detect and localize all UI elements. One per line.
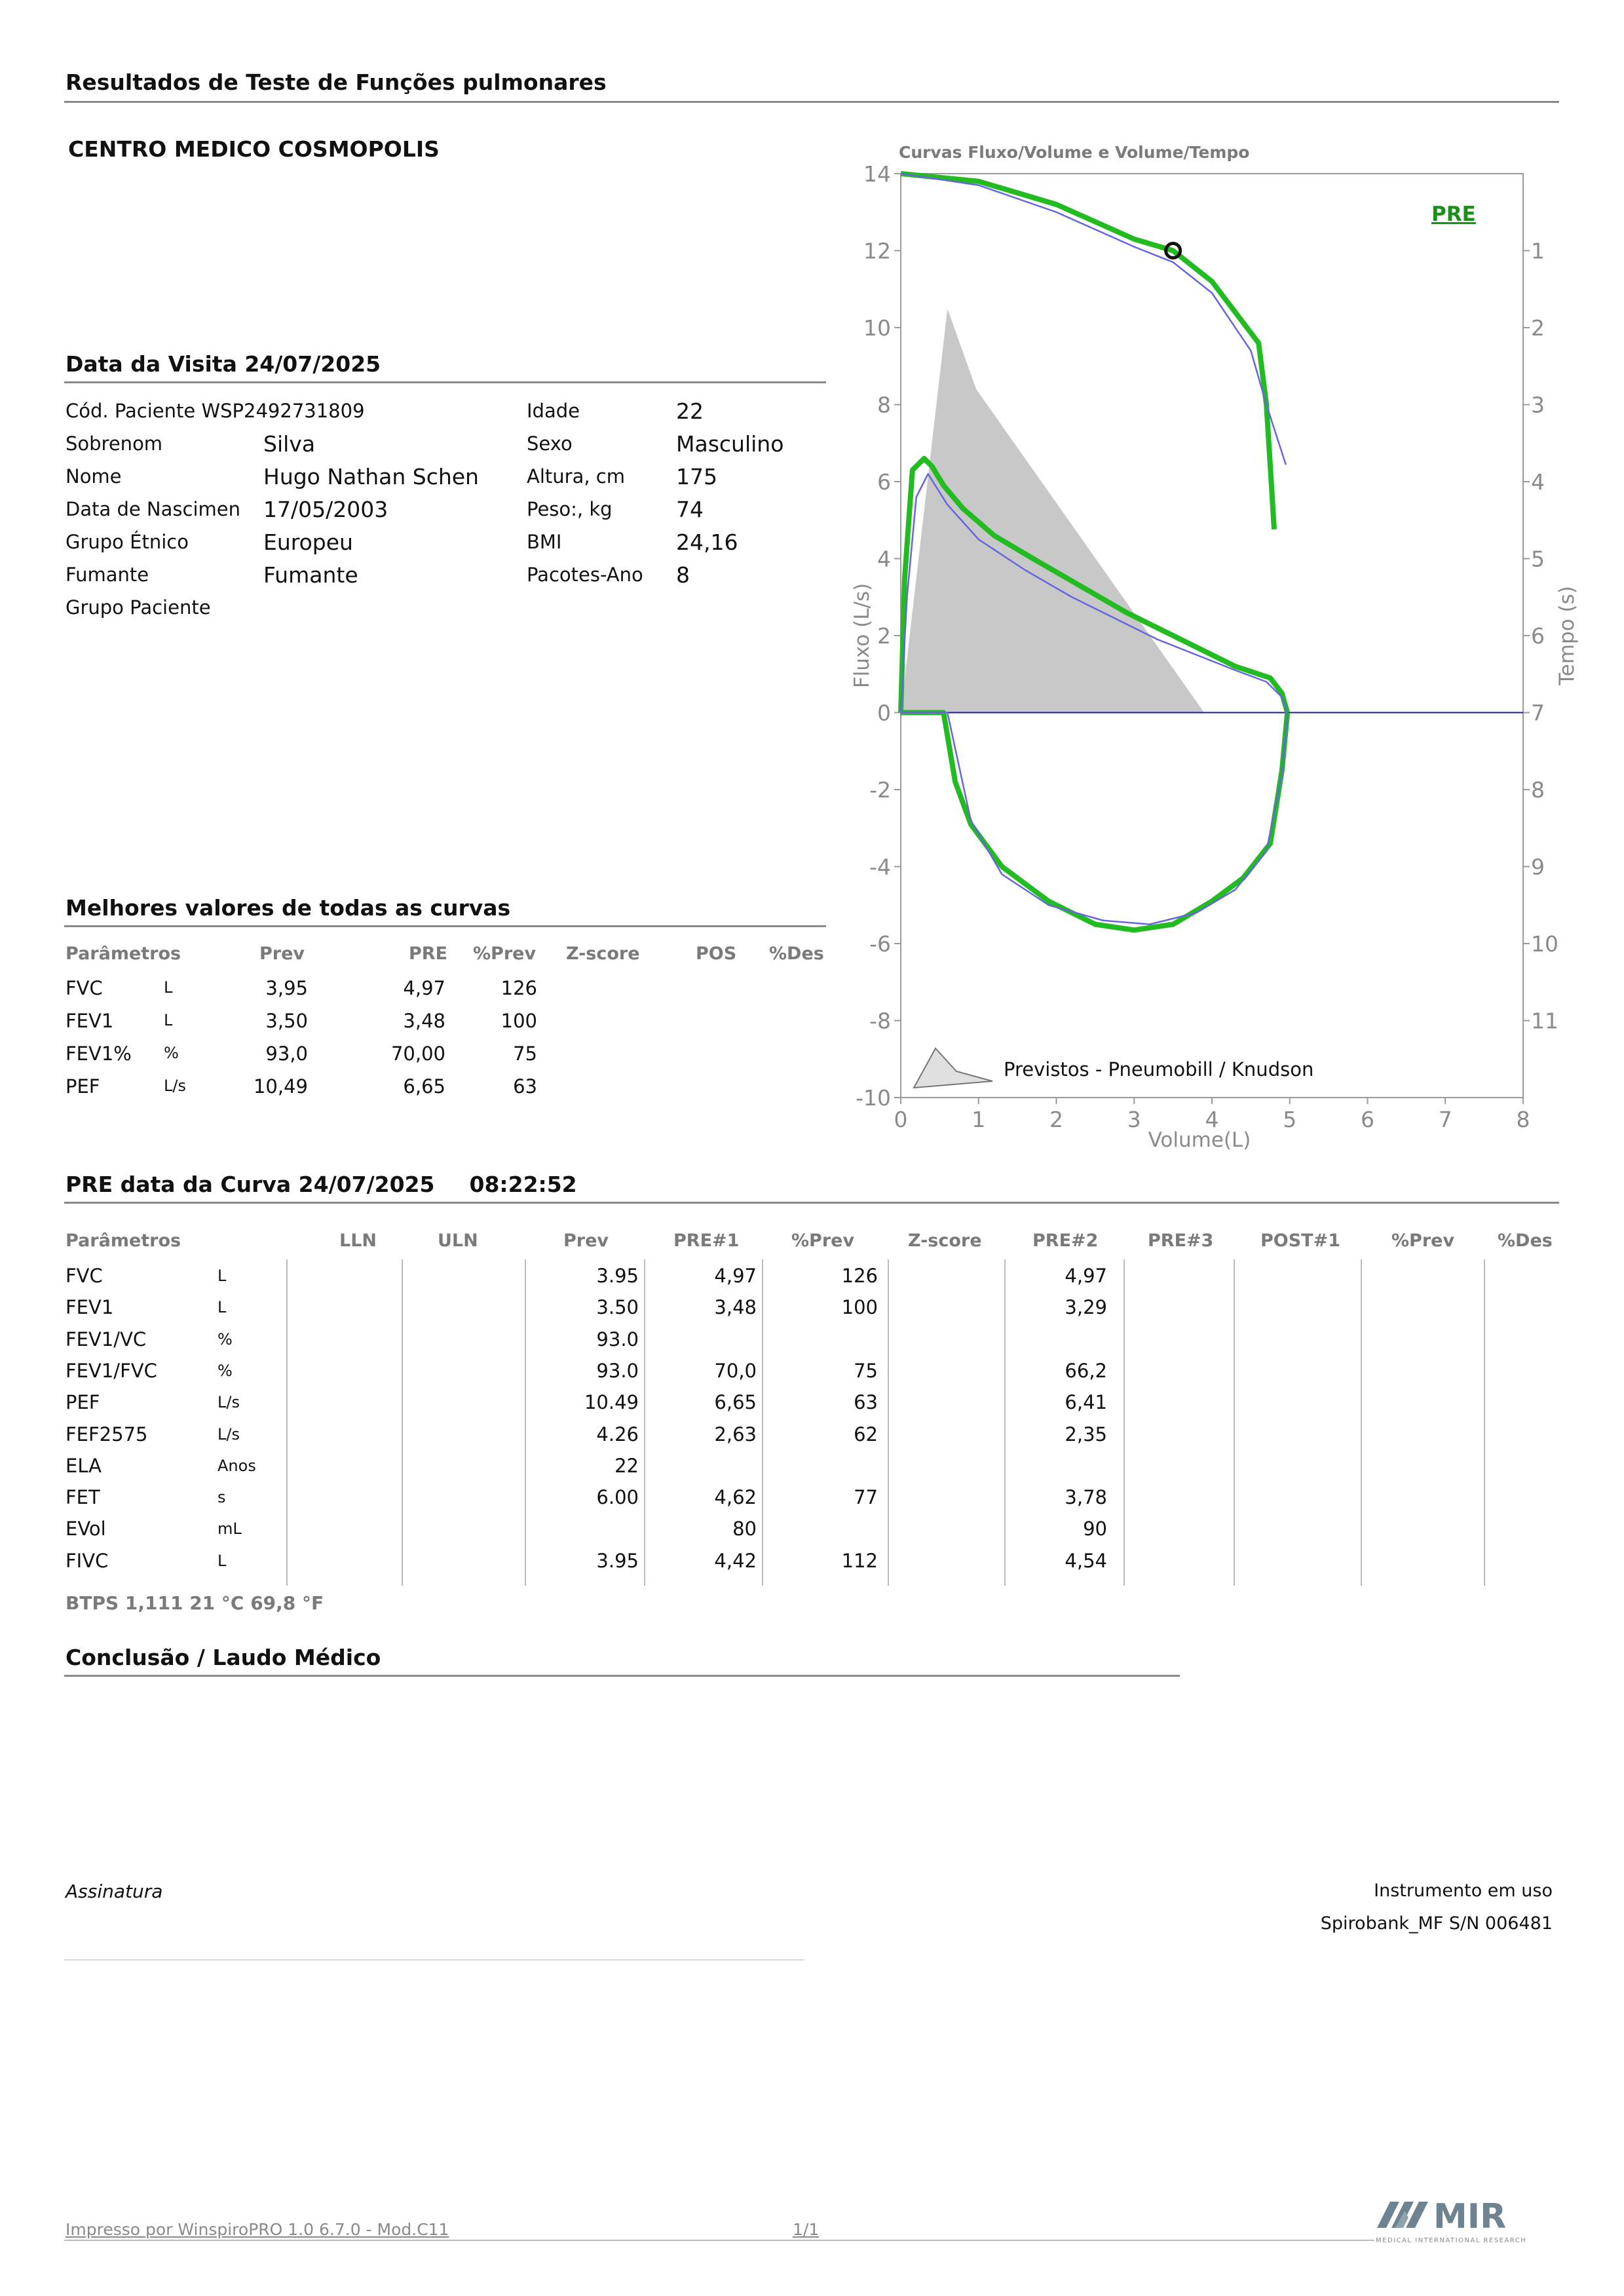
signature-label: Assinatura — [66, 1881, 163, 1902]
curve-prev: 22 — [614, 1454, 639, 1477]
curve-param: ELA — [66, 1454, 102, 1477]
curve-unit: L — [217, 1267, 227, 1285]
patient-value: 24,16 — [676, 529, 738, 555]
y-tick-label: -6 — [869, 931, 891, 957]
curve-unit: L — [217, 1298, 227, 1317]
curve-pre1: 4,62 — [714, 1486, 757, 1509]
curve-pct: 77 — [854, 1486, 878, 1509]
curve-pre2: 2,35 — [1065, 1423, 1107, 1445]
curve-rule — [64, 1202, 1559, 1204]
patient-label: Peso:, kg — [527, 498, 613, 520]
column-divider — [1124, 1259, 1125, 1586]
curve-param: PEF — [66, 1391, 100, 1414]
curve-param: FVC — [66, 1265, 103, 1287]
y2-tick-label: 11 — [1531, 1008, 1558, 1034]
x-tick-label: 5 — [1283, 1107, 1297, 1132]
y-tick-label: -10 — [856, 1085, 891, 1111]
best-pre: 3,48 — [403, 1010, 445, 1032]
x-tick-label: 0 — [894, 1107, 908, 1132]
conclusion-rule — [64, 1675, 1180, 1677]
patient-label: Idade — [527, 400, 580, 422]
y-tick-label: 12 — [863, 238, 891, 264]
best-prev: 93,0 — [265, 1043, 308, 1065]
instrument-label: Instrumento em uso — [1374, 1881, 1553, 1901]
curve-param: EVol — [66, 1518, 106, 1540]
y-tick-label: 2 — [877, 623, 891, 649]
curve-header: %Prev — [1391, 1231, 1455, 1251]
column-divider — [644, 1259, 645, 1586]
curve-pre2: 90 — [1083, 1518, 1107, 1540]
y2-tick-label: 10 — [1531, 931, 1558, 957]
curve-pre1: 80 — [732, 1518, 757, 1540]
patient-label: Sobrenom — [66, 432, 163, 455]
curve-pct: 62 — [854, 1423, 878, 1445]
y2-tick-label: 1 — [1531, 238, 1545, 264]
curve-pct: 100 — [841, 1296, 878, 1319]
instrument-value: Spirobank_MF S/N 006481 — [1320, 1913, 1553, 1934]
curve-prev: 3.95 — [596, 1265, 639, 1287]
best-pre: 70,00 — [390, 1043, 445, 1065]
patient-value: 74 — [676, 497, 704, 522]
legend-label: Previstos - Pneumobill / Knudson — [1004, 1058, 1314, 1081]
logo-text: MIR — [1433, 2197, 1507, 2236]
header-rule — [64, 101, 1559, 103]
x-tick-label: 4 — [1205, 1107, 1219, 1132]
y2-tick-label: 3 — [1531, 392, 1545, 418]
y-tick-label: 8 — [877, 392, 891, 418]
patient-label: Sexo — [527, 432, 573, 455]
curve-header: ULN — [438, 1231, 478, 1251]
visit-title: Data da Visita 24/07/2025 — [66, 351, 381, 377]
column-divider — [1484, 1259, 1485, 1586]
best-header: Prev — [259, 944, 305, 964]
curve-unit: L — [217, 1551, 227, 1570]
report-title: Resultados de Teste de Funções pulmonares — [66, 69, 607, 95]
patient-value: 8 — [676, 562, 690, 588]
curve-prev: 10.49 — [584, 1391, 639, 1414]
column-divider — [1004, 1259, 1006, 1586]
patient-value: Europeu — [263, 529, 353, 555]
patient-value: 175 — [676, 464, 717, 489]
best-prev: 3,95 — [265, 977, 308, 999]
curve-header: Prev — [563, 1231, 609, 1251]
y-tick-label: 0 — [877, 700, 891, 726]
column-divider — [286, 1259, 288, 1586]
best-header: Parâmetros — [66, 944, 181, 964]
curve-pct: 63 — [854, 1391, 878, 1414]
best-pct: 63 — [513, 1075, 537, 1098]
curve-prev: 4.26 — [596, 1423, 639, 1445]
curve-header: %Prev — [791, 1231, 855, 1251]
footer-rule — [64, 2240, 1374, 2241]
best-unit: % — [164, 1044, 179, 1062]
patient-label: Pacotes-Ano — [527, 564, 643, 586]
curve-unit: % — [217, 1361, 233, 1380]
mir-logo-icon — [1376, 2194, 1559, 2246]
column-divider — [402, 1259, 403, 1586]
y2-tick-label: 6 — [1531, 623, 1545, 649]
best-header: %Prev — [473, 944, 537, 964]
y-tick-label: 14 — [863, 161, 891, 187]
curve-prev: 93.0 — [596, 1328, 639, 1350]
curve-pre2: 6,41 — [1065, 1391, 1107, 1414]
chart-title: Curvas Fluxo/Volume e Volume/Tempo — [899, 143, 1250, 162]
patient-label: Cód. Paciente WSP2492731809 — [66, 400, 365, 422]
conclusion-title: Conclusão / Laudo Médico — [66, 1645, 381, 1670]
best-pre: 6,65 — [403, 1075, 445, 1098]
curve-pre2: 3,78 — [1065, 1486, 1107, 1509]
patient-value: Silva — [263, 431, 316, 457]
curve-param: FEV1 — [66, 1296, 114, 1319]
curve-header: Parâmetros — [66, 1231, 181, 1251]
patient-label: Grupo Paciente — [66, 596, 211, 619]
pre-curve-label: PRE — [1431, 202, 1476, 226]
curve-header: POST#1 — [1260, 1231, 1341, 1251]
curve-time: 08:22:52 — [469, 1172, 577, 1197]
best-rule — [64, 925, 826, 927]
best-pct: 100 — [500, 1010, 537, 1032]
curve-pre1: 3,48 — [714, 1296, 757, 1319]
curve-param: FIVC — [66, 1549, 109, 1572]
best-header: PRE — [409, 944, 448, 964]
y-tick-label: -8 — [869, 1008, 891, 1034]
curve-pre2: 3,29 — [1065, 1296, 1107, 1319]
curve-pre2: 4,54 — [1065, 1549, 1107, 1572]
y2-tick-label: 8 — [1531, 777, 1545, 803]
curve-pct: 112 — [841, 1549, 878, 1572]
best-param: FEV1% — [66, 1043, 132, 1065]
x-tick-label: 2 — [1049, 1107, 1063, 1132]
best-pre: 4,97 — [403, 977, 445, 999]
best-unit: L — [164, 1011, 173, 1029]
btps-info: BTPS 1,111 21 °C 69,8 °F — [66, 1592, 324, 1614]
curve-pct: 126 — [841, 1265, 878, 1287]
curve-pre1: 4,42 — [714, 1549, 757, 1572]
patient-label: Nome — [66, 465, 122, 488]
curve-unit: % — [217, 1330, 233, 1349]
curve-param: FET — [66, 1486, 100, 1509]
x-tick-label: 1 — [972, 1107, 986, 1132]
curve-header: PRE#2 — [1032, 1231, 1099, 1251]
best-title: Melhores valores de todas as curvas — [66, 895, 511, 921]
column-divider — [525, 1259, 526, 1586]
curve-header: PRE#3 — [1148, 1231, 1214, 1251]
curve-prev: 3.95 — [596, 1549, 639, 1572]
curve-header: Z-score — [908, 1231, 982, 1251]
best-prev: 10,49 — [253, 1075, 308, 1098]
patient-value: 17/05/2003 — [263, 497, 388, 522]
best-header: Z-score — [566, 944, 640, 964]
curve-unit: L/s — [217, 1425, 240, 1444]
y-axis-label: Fluxo (L/s) — [850, 583, 874, 689]
best-header: %Des — [769, 944, 824, 964]
patient-label: Altura, cm — [527, 465, 625, 488]
patient-value: 22 — [676, 398, 704, 424]
curve-prev: 3.50 — [596, 1296, 639, 1319]
curve-unit: s — [217, 1488, 226, 1507]
curve-pre1: 4,97 — [714, 1265, 757, 1287]
best-header: POS — [696, 944, 737, 964]
curve-title — [66, 1172, 577, 1197]
curve-param: FEV1/VC — [66, 1328, 147, 1350]
curve-param: FEV1/FVC — [66, 1359, 157, 1382]
column-divider — [1361, 1259, 1362, 1586]
y2-tick-label: 4 — [1531, 469, 1545, 495]
best-prev: 3,50 — [265, 1010, 308, 1032]
curve-pre2: 66,2 — [1065, 1359, 1107, 1382]
x-tick-label: 3 — [1127, 1107, 1141, 1132]
curve-header: PRE#1 — [673, 1231, 740, 1251]
patient-label: Grupo Étnico — [66, 531, 189, 553]
column-divider — [888, 1259, 889, 1586]
signature-line — [64, 1959, 804, 1961]
curve-header: LLN — [339, 1231, 377, 1251]
patient-label: Fumante — [66, 564, 149, 586]
x-tick-label: 8 — [1516, 1107, 1530, 1132]
column-divider — [762, 1259, 763, 1586]
curve-unit: mL — [217, 1520, 242, 1539]
curve-pre1: 2,63 — [714, 1423, 757, 1445]
patient-label: BMI — [527, 531, 562, 553]
best-unit: L/s — [164, 1077, 186, 1095]
best-param: FVC — [66, 977, 103, 999]
x-tick-label: 7 — [1438, 1107, 1452, 1132]
curve-pre1: 70,0 — [714, 1359, 757, 1382]
curve-pre1: 6,65 — [714, 1391, 757, 1414]
y-tick-label: 6 — [877, 469, 891, 495]
y2-tick-label: 9 — [1531, 854, 1545, 880]
mir-logo — [1376, 2194, 1559, 2246]
best-param: FEV1 — [66, 1010, 114, 1032]
clinic-name: CENTRO MEDICO COSMOPOLIS — [68, 136, 440, 162]
patient-label: Data de Nascimen — [66, 498, 240, 520]
curve-pre2: 4,97 — [1065, 1265, 1107, 1287]
curve-prev: 93.0 — [596, 1359, 639, 1382]
x-tick-label: 6 — [1361, 1107, 1374, 1132]
logo-subtitle: MEDICAL INTERNATIONAL RESEARCH — [1376, 2237, 1527, 2244]
best-unit: L — [164, 978, 173, 997]
best-param: PEF — [66, 1075, 100, 1098]
y-tick-label: -2 — [869, 777, 891, 803]
y2-tick-label: 7 — [1531, 700, 1545, 726]
patient-value: Hugo Nathan Schen — [263, 464, 479, 489]
curve-unit: L/s — [217, 1393, 240, 1412]
patient-value: Masculino — [676, 431, 784, 457]
curve-prev: 6.00 — [596, 1486, 639, 1509]
best-pct: 75 — [513, 1043, 537, 1065]
best-pct: 126 — [500, 977, 537, 999]
y2-tick-label: 2 — [1531, 315, 1545, 341]
page-number: 1/1 — [793, 2220, 820, 2239]
curve-param: FEF2575 — [66, 1423, 148, 1445]
curve-unit: Anos — [217, 1456, 256, 1475]
patient-value: Fumante — [263, 562, 358, 588]
curve-header: %Des — [1498, 1231, 1553, 1251]
x-axis-label: Volume(L) — [1148, 1128, 1251, 1152]
y-tick-label: 4 — [877, 546, 891, 572]
column-divider — [1234, 1259, 1235, 1586]
y2-axis-label: Tempo (s) — [1555, 586, 1579, 685]
curve-pct: 75 — [854, 1359, 878, 1382]
visit-rule — [64, 381, 826, 383]
y-tick-label: -4 — [869, 854, 891, 880]
flow-volume-chart — [825, 157, 1579, 1179]
y-tick-label: 10 — [863, 315, 891, 341]
curve-date-title: PRE data da Curva 24/07/2025 — [66, 1172, 435, 1197]
printed-by: Impresso por WinspiroPRO 1.0 6.7.0 - Mod.C11 — [66, 2220, 449, 2239]
y2-tick-label: 5 — [1531, 546, 1545, 572]
